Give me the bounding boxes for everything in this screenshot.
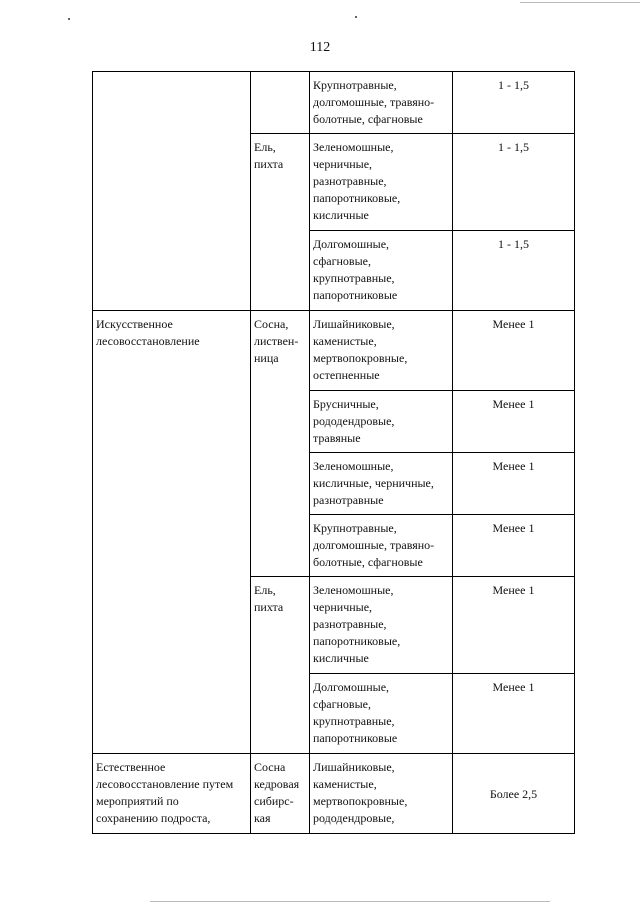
- forest-type-cell: Крупнотравные, долгомошные, травяно- болотные, сфагновые: [310, 515, 453, 577]
- value-cell: Менее 1: [453, 515, 575, 577]
- forest-type-cell: Брусничные, рододендровые, травяные: [310, 391, 453, 453]
- forest-type-cell: Крупнотравные, долгомошные, травяно- болотные, сфагновые: [310, 72, 453, 134]
- scan-speck: [355, 16, 357, 18]
- value-cell: 1 - 1,5: [453, 72, 575, 134]
- table-row: [93, 754, 575, 834]
- forest-type-cell: Зеленомошные, черничные, разнотравные, папоротниковые, кисличные: [310, 134, 453, 231]
- regeneration-method-cell: Искусственное лесовосстановление: [93, 311, 251, 754]
- value-cell: Более 2,5: [453, 754, 575, 834]
- table-row: [93, 72, 575, 134]
- scan-speck: [68, 18, 70, 20]
- value-cell: Менее 1: [453, 311, 575, 391]
- forest-type-cell: Долгомошные, сфагновые, крупнотравные, папоротниковые: [310, 231, 453, 311]
- species-cell: Сосна, листвен- ница: [251, 311, 310, 577]
- value-cell: Менее 1: [453, 577, 575, 674]
- scan-edge-line: [520, 2, 640, 3]
- species-cell: Сосна кедровая сибирс- кая: [251, 754, 310, 834]
- forest-type-cell: Долгомошные, сфагновые, крупнотравные, папоротниковые: [310, 674, 453, 754]
- value-cell: 1 - 1,5: [453, 134, 575, 231]
- regeneration-table: [92, 71, 575, 834]
- value-cell: Менее 1: [453, 674, 575, 754]
- page-number: 112: [309, 40, 331, 55]
- regeneration-method-cell: [93, 72, 251, 311]
- species-cell: Ель, пихта: [251, 134, 310, 311]
- forest-type-cell: Зеленомошные, черничные, разнотравные, папоротниковые, кисличные: [310, 577, 453, 674]
- forest-type-cell: Лишайниковые, каменистые, мертвопокровные, рододендровые,: [310, 754, 453, 834]
- value-cell: 1 - 1,5: [453, 231, 575, 311]
- species-cell: [251, 72, 310, 134]
- species-cell: Ель, пихта: [251, 577, 310, 754]
- scan-edge-line: [150, 901, 550, 902]
- forest-type-cell: Зеленомошные, кисличные, черничные, разнотравные: [310, 453, 453, 515]
- regeneration-method-cell: Естественное лесовосстановление путем мероприятий по сохранению подроста,: [93, 754, 251, 834]
- forest-type-cell: Лишайниковые, каменистые, мертвопокровные, остепненные: [310, 311, 453, 391]
- value-cell: Менее 1: [453, 453, 575, 515]
- table-row: [93, 311, 575, 391]
- value-cell: Менее 1: [453, 391, 575, 453]
